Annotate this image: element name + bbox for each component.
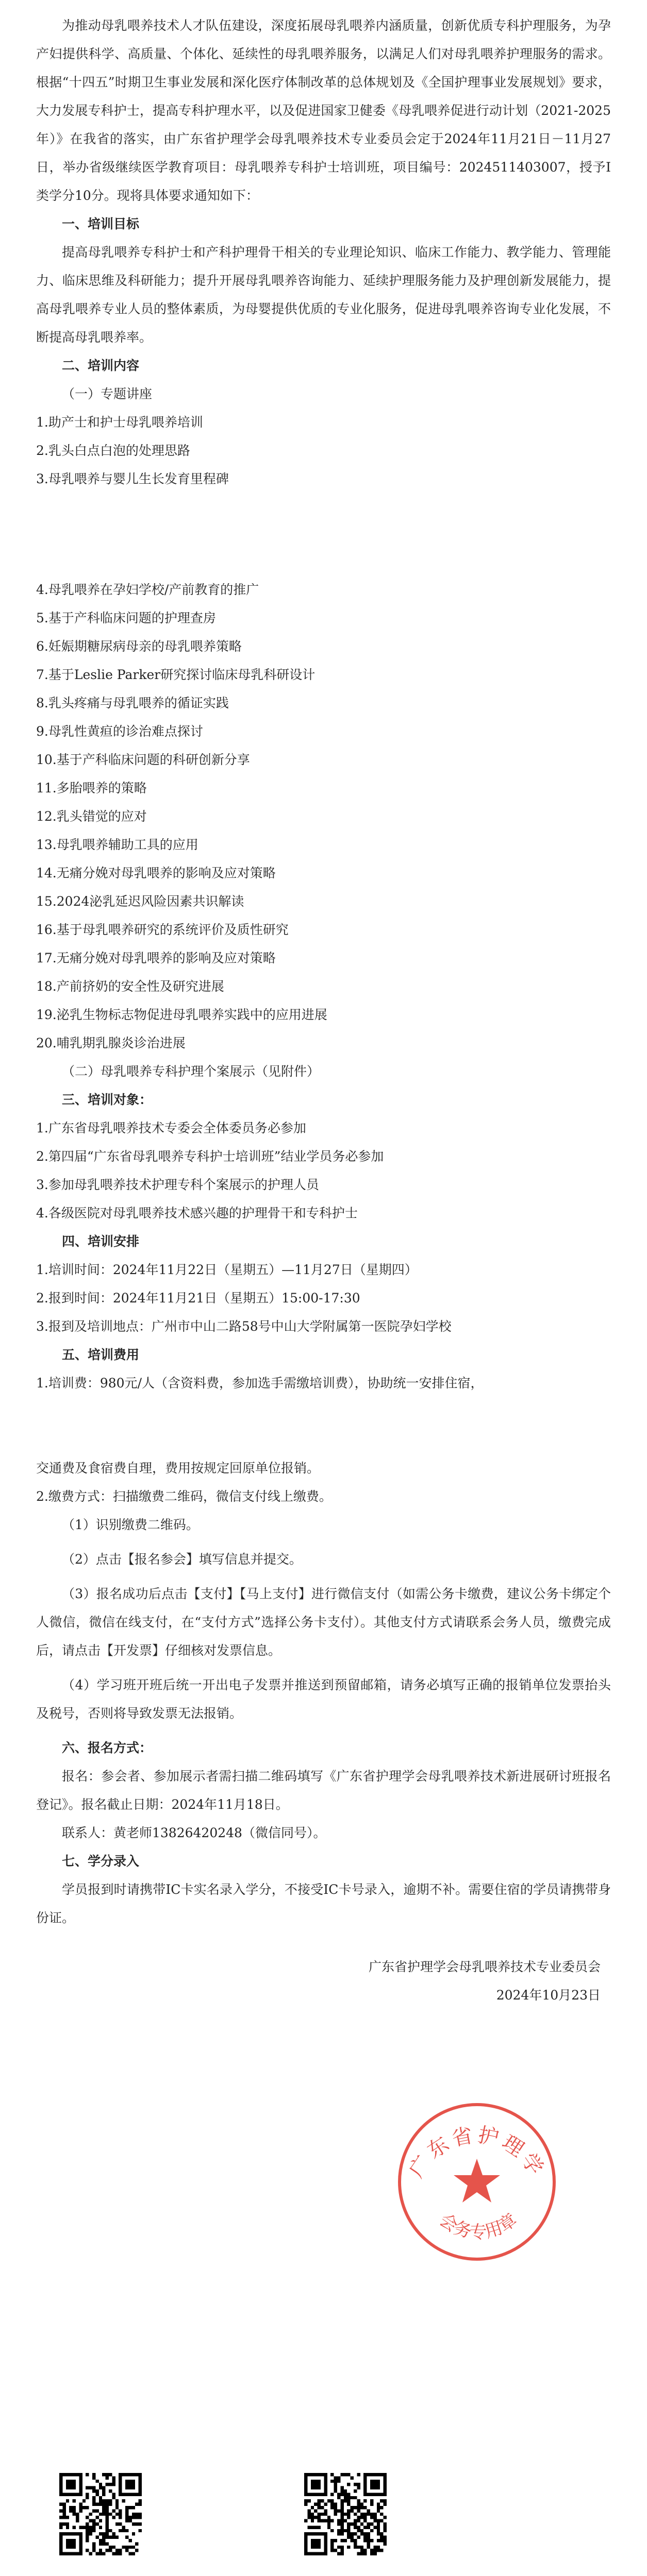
topic-item: 12.乳头错觉的应对 [36,809,147,824]
svg-text:会务专用章 [436,2210,521,2243]
subsection-lectures: （一）专题讲座 [62,386,153,401]
pay-step: （3）报名成功后点击【支付】【马上支付】进行微信支付（如需公务卡缴费，建议公务卡绑定个人微信，微信在线支付，在“支付方式”选择公务卡支付）。其他支付方式请联系会务人员，缴费完成后，请点击【开发票】仔细核对发票信息。 [36,1586,611,1658]
topic-item: 8.乳头疼痛与母乳喂养的循证实践 [36,696,229,710]
fee-item: 2.缴费方式：扫描缴费二维码，微信支付线上缴费。 [36,1489,332,1504]
subsection-case-show: （二）母乳喂养专科护理个案展示（见附件） [62,1064,320,1079]
topic-item: 11.多胎喂养的策略 [36,781,147,795]
topic-item: 2.乳头白点白泡的处理思路 [36,443,190,458]
payment-qr-block [289,2473,402,2576]
target-item: 4.各级医院对母乳喂养技术感兴趣的护理骨干和专科护士 [36,1206,358,1221]
schedule-item: 2.报到时间：2024年11月21日（星期五）15:00-17:30 [36,1291,360,1306]
topic-item: 1.助产士和护士母乳喂养培训 [36,415,203,430]
topic-item: 16.基于母乳喂养研究的系统评价及质性研究 [36,922,289,937]
seal-text-bottom: 会务专用章 [435,2209,521,2243]
fee-item-cont: 交通费及食宿费自理，费用按规定回原单位报销。 [36,1461,320,1476]
topic-item: 14.无痛分娩对母乳喂养的影响及应对策略 [36,866,276,880]
fee-item: 1.培训费：980元/人（含资料费，参加选手需缴培训费），协助统一安排住宿， [36,1376,484,1391]
topic-item: 3.母乳喂养与婴儿生长发育里程碑 [36,471,229,486]
topic-item: 9.母乳性黄疸的诊治难点探讨 [36,724,203,739]
schedule-item: 3.报到及培训地点：广州市中山二路58号中山大学附属第一医院孕妇学校 [36,1319,452,1334]
topic-item: 13.母乳喂养辅助工具的应用 [36,837,198,852]
target-item: 3.参加母乳喂养技术护理专科个案展示的护理人员 [36,1177,319,1192]
registration-qr-block [44,2473,157,2576]
section-title-targets: 三、培训对象： [62,1092,153,1107]
pay-step: （2）点击【报名参会】填写信息并提交。 [62,1552,302,1567]
section-title-registration: 六、报名方式： [62,1740,153,1755]
topic-item: 4.母乳喂养在孕妇学校/产前教育的推广 [36,582,259,597]
goals-paragraph: 提高母乳喂养专科护士和产科护理骨干相关的专业理论知识、临床工作能力、教学能力、管理能力、临床思维及科研能力；提升开展母乳喂养咨询能力、延续护理服务能力及护理创新发展能力，提高母乳喂养专业人员的整体素质，为母婴提供优质的专业化服务，促进母乳喂养咨询专业化发展，不断提高母乳喂养率。 [36,245,611,345]
topic-item: 15.2024泌乳延迟风险因素共识解读 [36,894,244,909]
topic-item: 5.基于产科临床问题的护理查房 [36,611,216,625]
schedule-item: 1.培训时间：2024年11月22日（星期五）—11月27日（星期四） [36,1262,418,1277]
pay-step: （1）识别缴费二维码。 [62,1517,199,1532]
section-title-fees: 五、培训费用 [62,1347,140,1362]
topic-item: 20.哺乳期乳腺炎诊治进展 [36,1036,186,1050]
topic-list [36,575,611,1057]
section-title-schedule: 四、培训安排 [62,1234,140,1249]
target-item: 1.广东省母乳喂养技术专委会全体委员务必参加 [36,1121,306,1136]
topic-item: 17.无痛分娩对母乳喂养的影响及应对策略 [36,951,276,965]
pay-step: （4）学习班开班后统一开出电子发票并推送到预留邮箱，请务必填写正确的报销单位发票抬头及税号，否则将导致发票无法报销。 [36,1677,611,1721]
topic-item: 10.基于产科临床问题的科研创新分享 [36,752,250,767]
section-title-content: 二、培训内容 [62,358,140,373]
section-title-goals: 一、培训目标 [62,216,140,231]
topic-item: 7.基于Leslie Parker研究探讨临床母乳科研设计 [36,667,316,682]
intro-paragraph: 为推动母乳喂养技术人才队伍建设，深度拓展母乳喂养内涵质量，创新优质专科护理服务，为孕产妇提供科学、高质量、个体化、延续性的母乳喂养服务，以满足人们对母乳喂养护理服务的需求。根据“十四五”时期卫生事业发展和深化医疗体制改革的总体规划及《全国护理事业发展规划》要求，大力发展专科护士，提高专科护理水平，以及促进国家卫健委《母乳喂养促进行动计划（2021-2025年）》在我省的落实，由广东省护理学会母乳喂养技术专业委员会定于2024年11月21日－11月27日，举办省级继续医学教育项目：母乳喂养专科护士培训班，项目编号：2024511403007，授予I类学分10分。现将具体要求通知如下： [36,18,611,203]
contact-line: 联系人：黄老师13826420248（微信同号）。 [62,1825,326,1840]
blank-gap [36,493,611,575]
signature-date: 2024年10月23日 [496,1988,601,2003]
seal-text-top: 广东省护理学 [404,2123,550,2182]
registration-paragraph: 报名：参会者、参加展示者需扫描二维码填写《广东省护理学会母乳喂养技术新进展研讨班报名登记》。报名截止日期：2024年11月18日。 [36,1769,611,1812]
topic-item: 6.妊娠期糖尿病母亲的母乳喂养策略 [36,639,242,654]
official-seal-icon [392,2097,562,2267]
target-item: 2.第四届“广东省母乳喂养专科护士培训班”结业学员务必参加 [36,1149,384,1164]
blank-gap [36,1397,611,1454]
document-body [36,0,611,2009]
topic-item: 19.泌乳生物标志物促进母乳喂养实践中的应用进展 [36,1007,327,1022]
registration-qr-code-icon[interactable] [59,2473,142,2555]
signature-org: 广东省护理学会母乳喂养技术专业委员会 [368,1959,601,1974]
payment-qr-code-icon[interactable] [304,2473,387,2555]
topic-item: 18.产前挤奶的安全性及研究进展 [36,979,224,994]
section-title-credits: 七、学分录入 [62,1854,140,1869]
credits-paragraph: 学员报到时请携带IC卡实名录入学分，不接受IC卡号录入，逾期不补。需要住宿的学员请携带身份证。 [36,1882,611,1925]
